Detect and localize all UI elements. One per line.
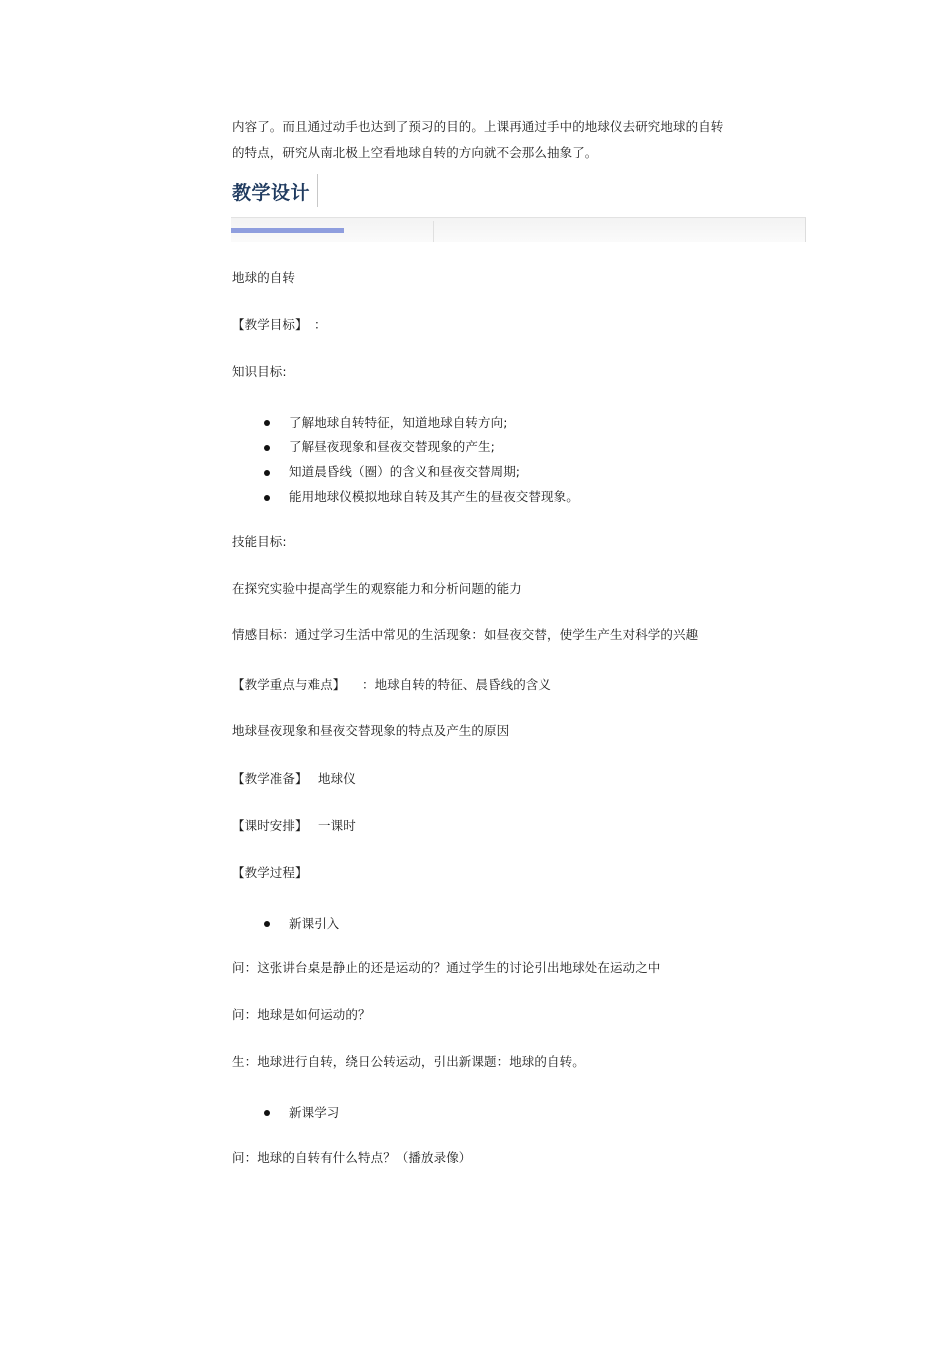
question-2: 问：地球是如何运动的？ (232, 1007, 371, 1022)
bullet-icon (264, 495, 270, 501)
intro-line-1: 内容了。而且通过动手也达到了预习的目的。上课再通过手中的地球仪去研究地球的自转 (232, 119, 724, 134)
knowledge-heading: 知识目标: (232, 364, 287, 379)
schedule-text: 一课时 (318, 818, 356, 833)
lesson-title: 地球的自转 (232, 270, 296, 285)
section-header-title: 教学设计 (232, 182, 311, 204)
question-3: 问：地球的自转有什么特点？（播放录像） (232, 1150, 472, 1165)
tab-active-indicator (231, 228, 344, 233)
skill-text: 在探究实验中提高学生的观察能力和分析问题的能力 (232, 581, 522, 596)
tab-divider (433, 221, 434, 242)
intro-bullet: 新课引入 (289, 916, 340, 931)
section-header (231, 174, 318, 207)
question-1: 问：这张讲台桌是静止的还是运动的？通过学生的讨论引出地球处在运动之中 (232, 960, 661, 975)
difficulty-text: 地球昼夜现象和昼夜交替现象的特点及产生的原因 (232, 723, 510, 738)
intro-line-2: 的特点，研究从南北极上空看地球自转的方向就不会那么抽象了。 (232, 145, 598, 160)
bullet-icon (264, 420, 270, 426)
knowledge-item: 能用地球仪模拟地球自转及其产生的昼夜交替现象。 (289, 489, 579, 504)
knowledge-item: 了解昼夜现象和昼夜交替现象的产生; (289, 439, 495, 454)
objectives-colon: ： (314, 317, 327, 332)
tab-bar (231, 217, 806, 242)
bullet-icon (264, 470, 270, 476)
process-heading: 【教学过程】 (232, 865, 308, 880)
key-text: ：地球自转的特征、晨昏线的含义 (362, 677, 552, 692)
bullet-icon (264, 1110, 270, 1116)
schedule-heading: 【课时安排】 (232, 818, 308, 833)
bullet-icon (264, 445, 270, 451)
knowledge-item: 了解地球自转特征，知道地球自转方向; (289, 415, 508, 430)
knowledge-item: 知道晨昏线（圈）的含义和昼夜交替周期; (289, 464, 521, 479)
emotion-text: 情感目标：通过学习生活中常见的生活现象：如昼夜交替，使学生产生对科学的兴趣 (232, 627, 699, 642)
key-heading: 【教学重点与难点】 (232, 677, 346, 692)
bullet-icon (264, 921, 270, 927)
skill-heading: 技能目标: (232, 534, 287, 549)
answer-1: 生：地球进行自转，绕日公转运动，引出新课题：地球的自转。 (232, 1054, 585, 1069)
prep-text: 地球仪 (318, 771, 356, 786)
learn-bullet: 新课学习 (289, 1105, 340, 1120)
prep-heading: 【教学准备】 (232, 771, 308, 786)
objectives-heading: 【教学目标】 (232, 317, 308, 332)
